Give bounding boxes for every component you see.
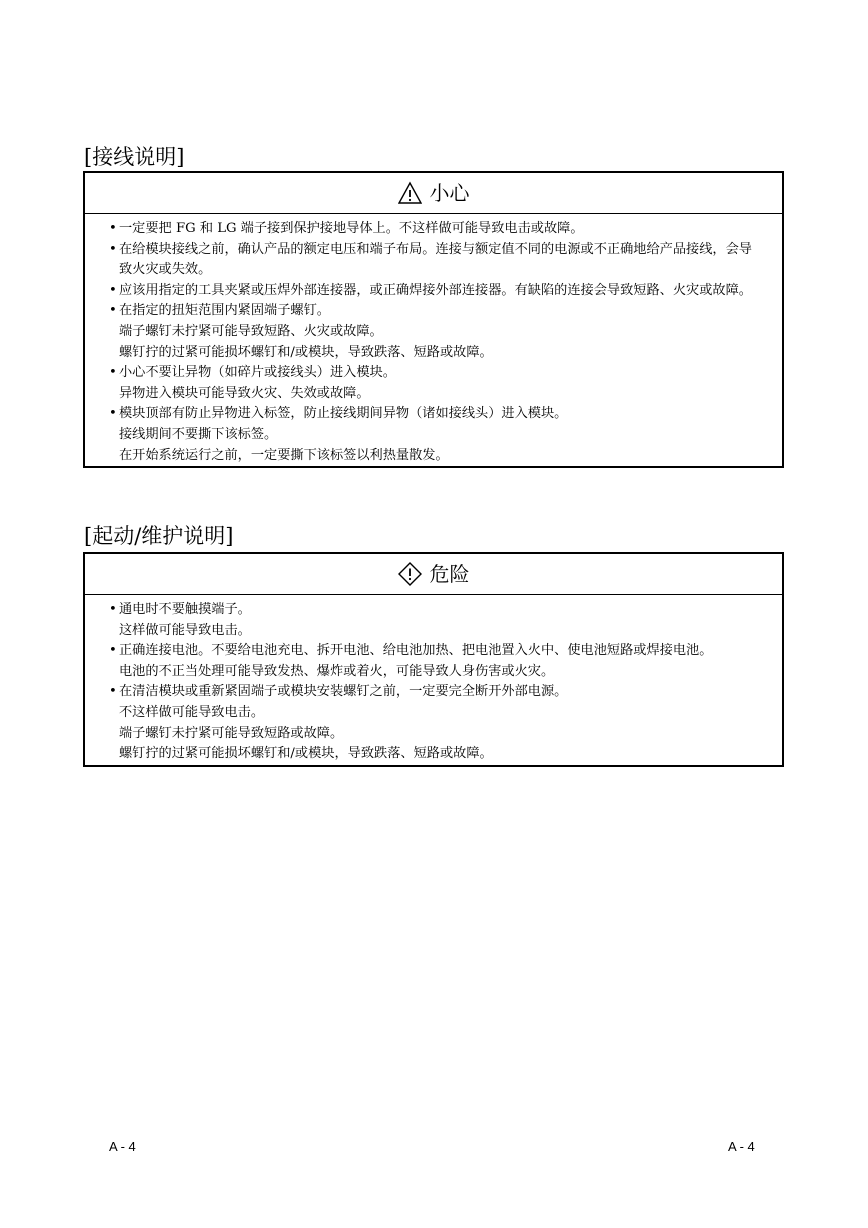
item-text: 小心不要让异物（如碎片或接线头）进入模块。 bbox=[119, 365, 396, 381]
item-text: 接线期间不要撕下该标签。 bbox=[119, 426, 278, 442]
item-text: 正确连接电池。不要给电池充电、拆开电池、给电池加热、把电池置入火中、使电池短路或焊接电池。 bbox=[119, 643, 713, 659]
section-title-wiring: [接线说明] bbox=[84, 145, 185, 169]
item-text: 应该用指定的工具夹紧或压焊外部连接器，或正确焊接外部连接器。有缺陷的连接会导致短路、火灾或故障。 bbox=[119, 282, 752, 298]
caution-body bbox=[85, 214, 782, 466]
list-item: • 在给模块接线之前，确认产品的额定电压和端子布局。连接与额定值不同的电源或不正确地给产品接线，会导致火灾或失效。 bbox=[85, 240, 782, 281]
caution-box bbox=[83, 171, 784, 468]
list-item: • 在清洁模块或重新紧固端子或模块安装螺钉之前，一定要完全断开外部电源。 不这样做可能导致电击。 端子螺钉未拧紧可能导致短路或故障。 螺钉拧的过紧可能损坏螺钉和/或模块，导致跌落、短路或故障。 bbox=[85, 682, 782, 764]
item-text: 螺钉拧的过紧可能损坏螺钉和/或模块，导致跌落、短路或故障。 bbox=[119, 746, 493, 762]
item-text: 在给模块接线之前，确认产品的额定电压和端子布局。连接与额定值不同的电源或不正确地给产品接线，会导致火灾或失效。 bbox=[119, 241, 752, 278]
item-text: 这样做可能导致电击。 bbox=[119, 622, 251, 638]
item-text: 一定要把 FG 和 LG 端子接到保护接地导体上。不这样做可能导致电击或故障。 bbox=[119, 221, 584, 236]
item-text: 在指定的扭矩范围内紧固端子螺钉。 bbox=[119, 303, 330, 319]
warning-triangle-icon bbox=[398, 181, 422, 205]
item-text: 不这样做可能导致电击。 bbox=[119, 704, 265, 720]
item-text: 端子螺钉未拧紧可能导致短路、火灾或故障。 bbox=[119, 323, 383, 339]
page-number-right: A - 4 bbox=[728, 1139, 755, 1154]
danger-header bbox=[85, 554, 782, 595]
danger-diamond-icon bbox=[398, 562, 422, 586]
list-item: • 小心不要让异物（如碎片或接线头）进入模块。 异物进入模块可能导致火灾、失效或故障。 bbox=[85, 363, 782, 404]
danger-box bbox=[83, 552, 784, 767]
item-text: 异物进入模块可能导致火灾、失效或故障。 bbox=[119, 385, 370, 401]
caution-header bbox=[85, 173, 782, 214]
section-title-startup-maintenance: [起动/维护说明] bbox=[84, 524, 234, 548]
item-text: 电池的不正当处理可能导致发热、爆炸或着火，可能导致人身伤害或火灾。 bbox=[119, 663, 555, 679]
item-text: 螺钉拧的过紧可能损坏螺钉和/或模块，导致跌落、短路或故障。 bbox=[119, 344, 493, 360]
danger-body bbox=[85, 595, 782, 765]
item-text: 通电时不要触摸端子。 bbox=[119, 602, 251, 617]
item-text: 在开始系统运行之前，一定要撕下该标签以利热量散发。 bbox=[119, 447, 449, 463]
list-item: • 一定要把 FG 和 LG 端子接到保护接地导体上。不这样做可能导致电击或故障。 bbox=[85, 219, 782, 240]
list-item: • 模块顶部有防止异物进入标签，防止接线期间异物（诸如接线头）进入模块。 接线期间不要撕下该标签。 在开始系统运行之前，一定要撕下该标签以利热量散发。 bbox=[85, 404, 782, 466]
danger-label: 危险 bbox=[429, 562, 470, 586]
list-item: • 在指定的扭矩范围内紧固端子螺钉。 端子螺钉未拧紧可能导致短路、火灾或故障。 螺钉拧的过紧可能损坏螺钉和/或模块，导致跌落、短路或故障。 bbox=[85, 301, 782, 363]
item-text: 在清洁模块或重新紧固端子或模块安装螺钉之前，一定要完全断开外部电源。 bbox=[119, 684, 568, 700]
list-item: • 应该用指定的工具夹紧或压焊外部连接器，或正确焊接外部连接器。有缺陷的连接会导致短路、火灾或故障。 bbox=[85, 281, 782, 302]
list-item: • 通电时不要触摸端子。 这样做可能导致电击。 bbox=[85, 600, 782, 641]
list-item: • 正确连接电池。不要给电池充电、拆开电池、给电池加热、把电池置入火中、使电池短路或焊接电池。 电池的不正当处理可能导致发热、爆炸或着火，可能导致人身伤害或火灾。 bbox=[85, 641, 782, 682]
caution-label: 小心 bbox=[429, 181, 470, 205]
item-text: 模块顶部有防止异物进入标签，防止接线期间异物（诸如接线头）进入模块。 bbox=[119, 406, 568, 422]
item-text: 端子螺钉未拧紧可能导致短路或故障。 bbox=[119, 725, 344, 741]
page-number-left: A - 4 bbox=[109, 1139, 136, 1154]
